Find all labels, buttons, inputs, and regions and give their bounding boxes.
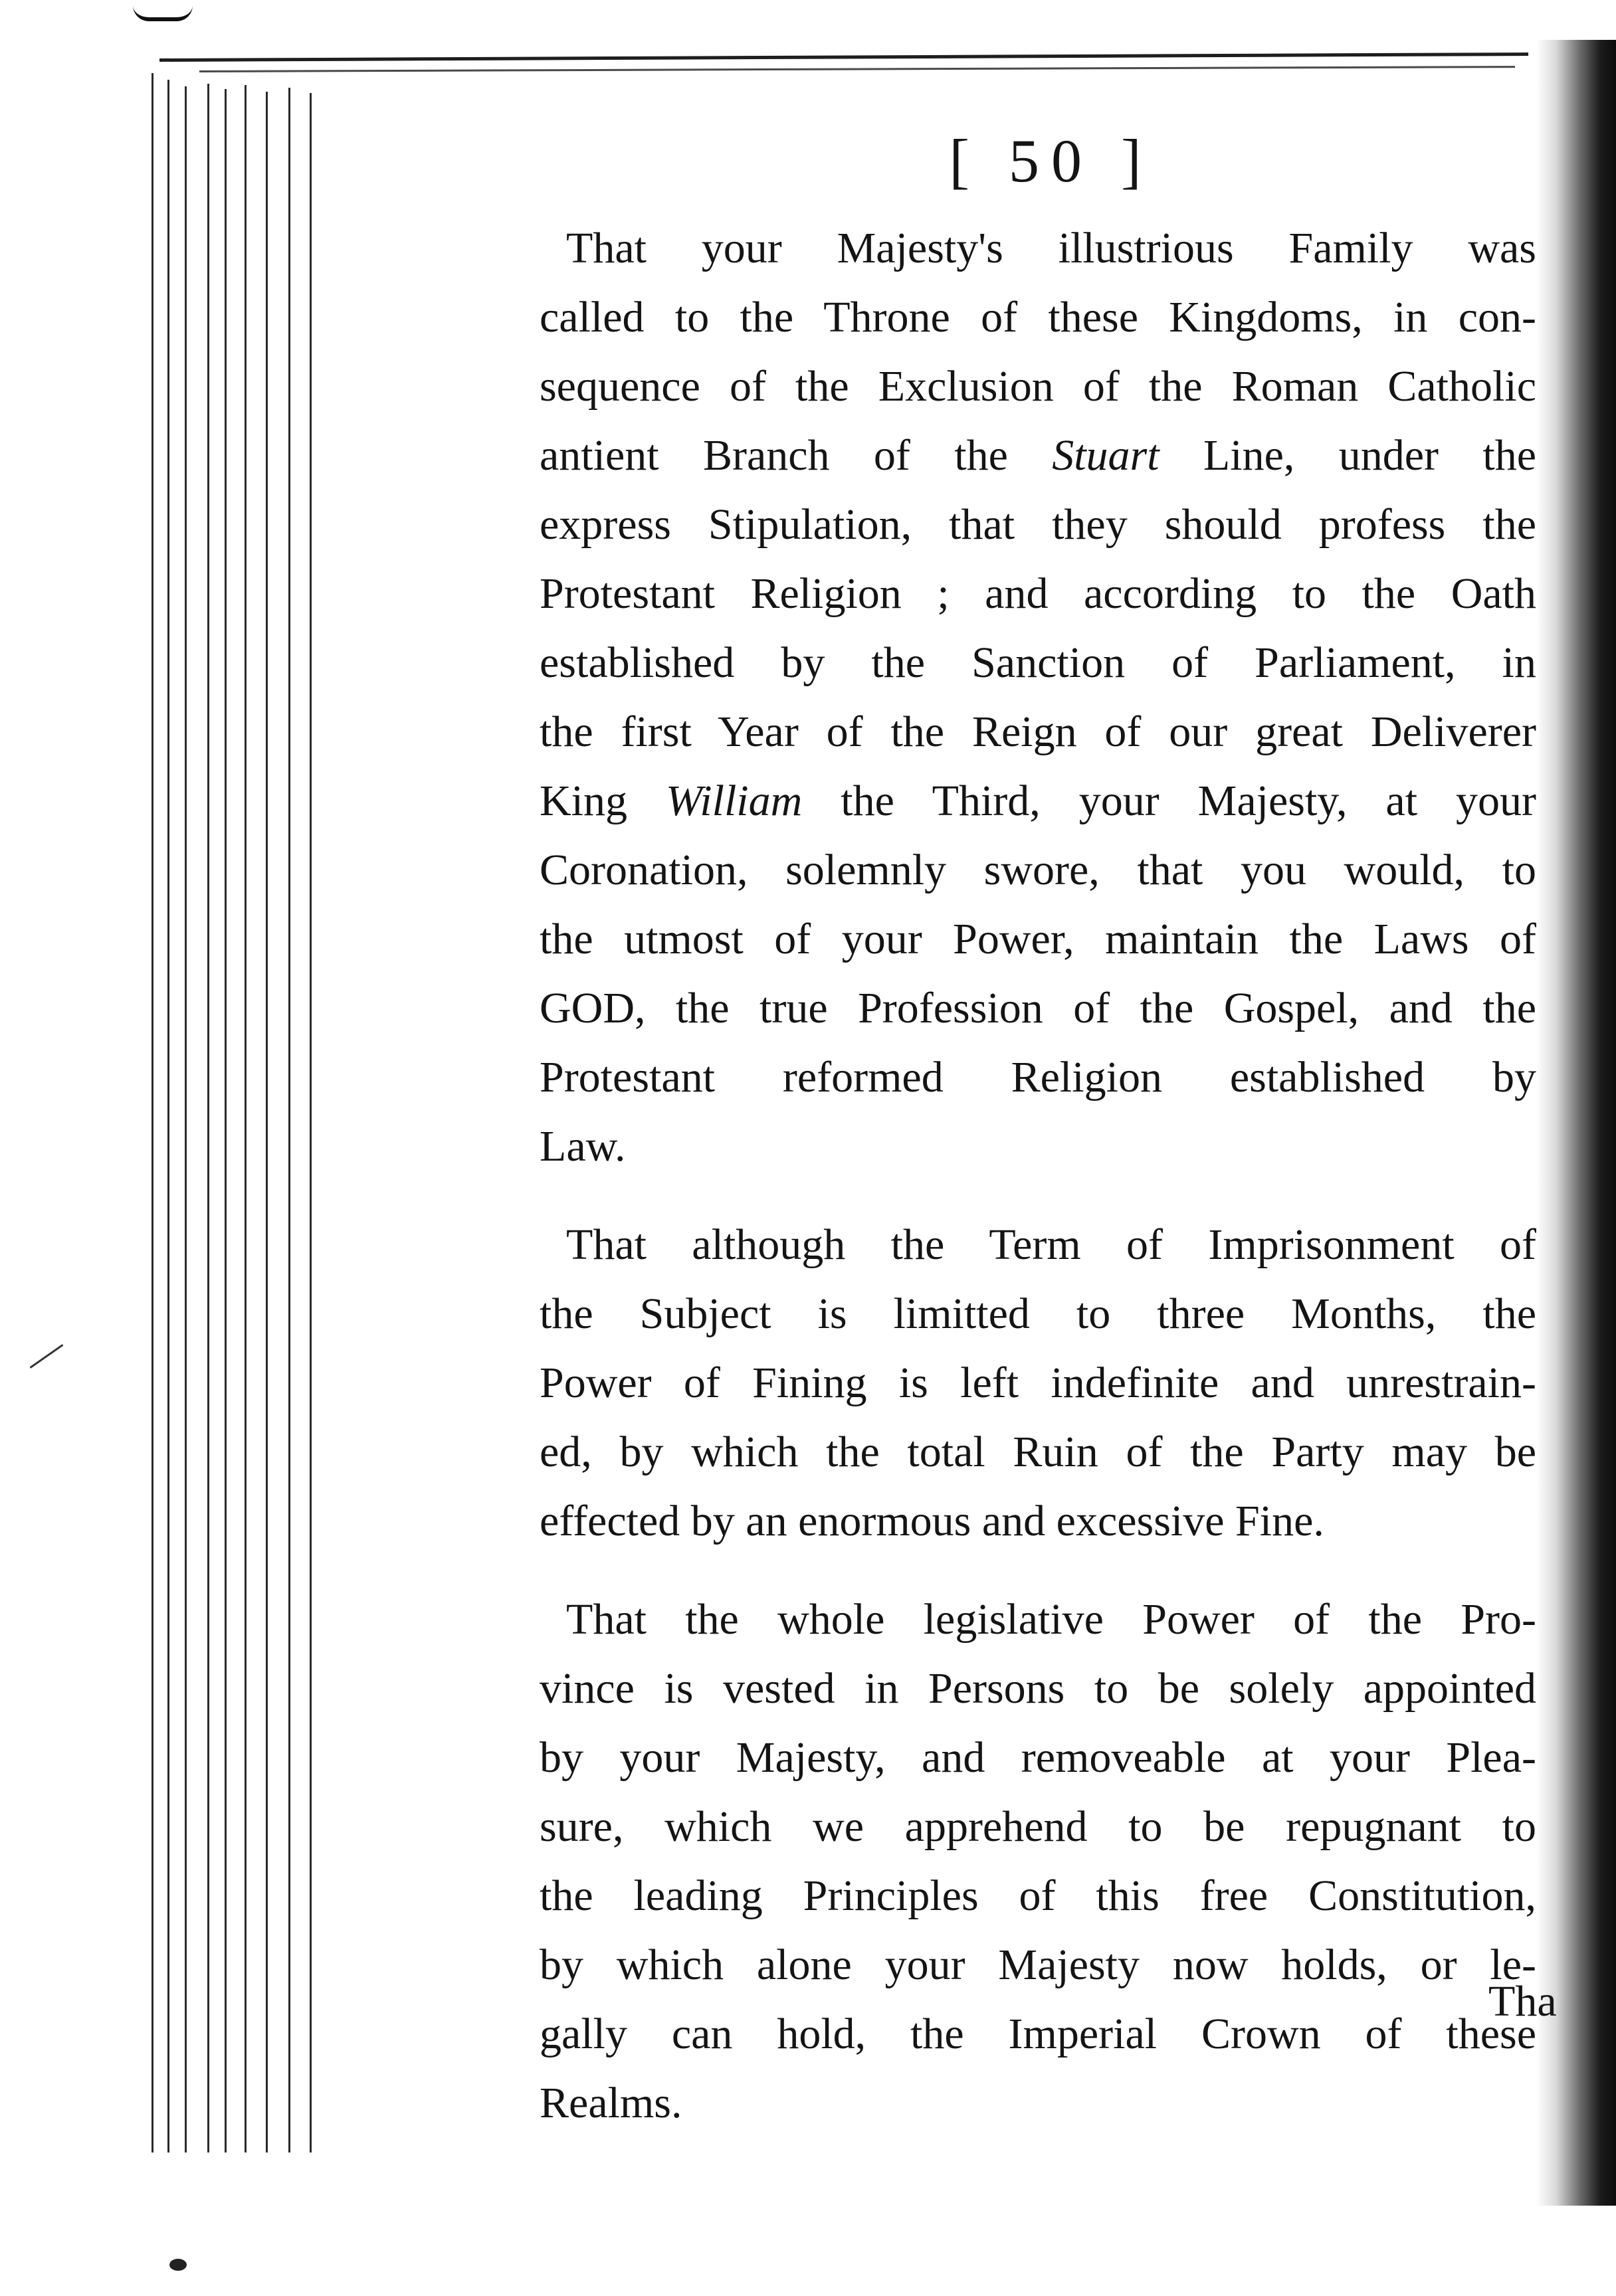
page-edge	[167, 80, 169, 2152]
page-edge	[207, 84, 209, 2152]
text-line: Law.	[540, 1122, 626, 1171]
page-edge	[225, 89, 227, 2152]
text-line: antient Branch of the Stuart Line, under the	[540, 431, 1536, 480]
page-top-edge	[159, 52, 1528, 62]
paragraph-2	[540, 1210, 1536, 1556]
text-line: the Subject is limitted to three Months, the	[540, 1290, 1536, 1338]
text-line: sequence of the Exclusion of the Roman Catholic	[540, 362, 1536, 411]
text-line: called to the Throne of these Kingdoms, in con-	[540, 293, 1536, 341]
text-line: Protestant reformed Religion established by	[540, 1053, 1536, 1101]
text-line: ed, by which the total Ruin of the Party may be	[540, 1428, 1536, 1476]
text-line: That the whole legislative Power of the Pro-	[566, 1595, 1536, 1644]
catchword: Tha	[1488, 1977, 1557, 2026]
page-stack-edges	[152, 73, 324, 2152]
text-line: by which alone your Majesty now holds, or le-	[540, 1941, 1536, 1989]
page-edge	[152, 73, 153, 2152]
page-number: [ 50 ]	[949, 127, 1154, 195]
text-line: That your Majesty's illustrious Family was	[566, 224, 1536, 272]
paragraph-3	[540, 1585, 1536, 2138]
ink-speck	[169, 2259, 187, 2271]
ink-mark	[133, 5, 193, 21]
text-line: sure, which we apprehend to be repugnant to	[540, 1802, 1536, 1851]
text-line: King William the Third, your Majesty, at your	[540, 777, 1536, 825]
text-line: the first Year of the Reign of our great Deliverer	[540, 708, 1536, 756]
page-top-edge	[199, 66, 1515, 72]
text-line: Coronation, solemnly swore, that you would, to	[540, 846, 1536, 894]
text-line: established by the Sanction of Parliament, in	[540, 638, 1536, 687]
text-line: vince is vested in Persons to be solely appointed	[540, 1664, 1536, 1713]
paragraph-1	[540, 214, 1536, 1181]
text-line: gally can hold, the Imperial Crown of these	[540, 2010, 1536, 2058]
text-line: by your Majesty, and removeable at your Plea-	[540, 1733, 1536, 1782]
text-line: effected by an enormous and excessive Fine.	[540, 1497, 1324, 1545]
page-edge	[288, 88, 290, 2152]
page-text	[540, 127, 1536, 2167]
page-edge	[266, 92, 268, 2152]
text-line: the utmost of your Power, maintain the Laws of	[540, 915, 1536, 963]
text-line: express Stipulation, that they should profess the	[540, 500, 1536, 549]
stray-mark	[30, 1344, 64, 1369]
text-line: the leading Principles of this free Constitution,	[540, 1871, 1536, 1920]
text-line: That although the Term of Imprisonment of	[566, 1220, 1536, 1269]
italic-name: Stuart	[1052, 431, 1160, 480]
text-line: Power of Fining is left indefinite and unrestrain-	[540, 1359, 1536, 1407]
text-line: Protestant Religion ; and according to the Oath	[540, 569, 1536, 618]
page-edge	[245, 85, 247, 2152]
text-line: GOD, the true Profession of the Gospel, and the	[540, 984, 1536, 1032]
text-line: Realms.	[540, 2079, 682, 2127]
page-edge	[185, 86, 187, 2152]
page-edge	[310, 93, 312, 2152]
binding-shadow	[1536, 40, 1616, 2206]
italic-name: William	[665, 777, 803, 825]
